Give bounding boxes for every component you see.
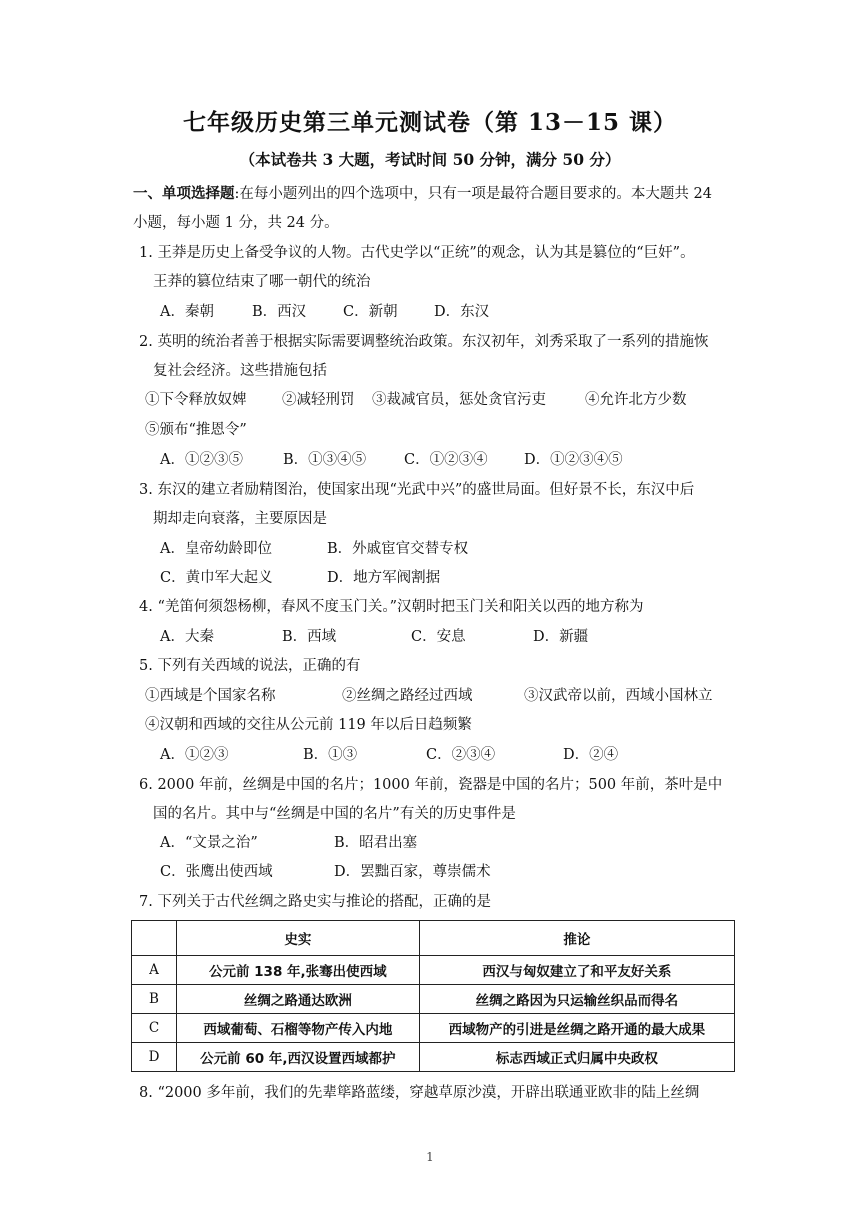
table-cell-fact: 丝绸之路通达欧洲 (177, 985, 420, 1014)
page-subtitle: （本试卷共 3 大题，考试时间 50 分钟，满分 50 分） (239, 150, 621, 169)
question-7-table (131, 920, 735, 1072)
q3-option-d: D．地方军阀割据 (327, 570, 441, 586)
page-title: 七年级历史第三单元测试卷（第 13－15 课） (182, 109, 678, 136)
table-header-blank (132, 921, 177, 956)
q4-option-a: A．大秦 (160, 629, 214, 645)
table-row (132, 1014, 735, 1043)
table-row (132, 985, 735, 1014)
q6-option-c: C．张鹰出使西域 (160, 864, 273, 880)
table-row-letter: A (132, 956, 177, 985)
question-6-line-1: 6. 2000 年前，丝绸是中国的名片；1000 年前，瓷器是中国的名片；500 年前，茶叶是中 (139, 777, 723, 793)
q2-item-2: ②减轻刑罚 (282, 392, 355, 408)
question-5-line-1: 5. 下列有关西域的说法，正确的有 (139, 658, 361, 674)
table-row-letter: D (132, 1043, 177, 1072)
table-header-row (132, 921, 735, 956)
question-1-line-2: 王莽的篡位结束了哪一朝代的统治 (153, 274, 371, 290)
page-number: 1 (426, 1150, 434, 1164)
table-cell-inference: 标志西域正式归属中央政权 (419, 1043, 734, 1072)
table-cell-inference: 西域物产的引进是丝绸之路开通的最大成果 (419, 1014, 734, 1043)
table-cell-fact: 公元前 60 年,西汉设置西域都护 (177, 1043, 420, 1072)
q3-option-b: B．外戚宦官交替专权 (327, 541, 469, 557)
table-header-fact: 史实 (177, 921, 420, 956)
q1-option-b: B．西汉 (252, 304, 307, 320)
q5-item-3: ③汉武帝以前，西域小国林立 (524, 688, 713, 704)
table-row (132, 1043, 735, 1072)
q1-option-a: A．秦朝 (160, 304, 214, 320)
table-cell-inference: 西汉与匈奴建立了和平友好关系 (419, 956, 734, 985)
q6-option-d: D．罢黜百家，尊崇儒术 (334, 864, 491, 880)
q3-option-a: A．皇帝幼龄即位 (160, 541, 272, 557)
section-heading: 一、单项选择题 (133, 185, 235, 202)
table-cell-fact: 公元前 138 年,张骞出使西域 (177, 956, 420, 985)
q2-option-b: B．①③④⑤ (283, 452, 367, 468)
question-7-line-1: 7. 下列关于古代丝绸之路史实与推论的搭配，正确的是 (139, 894, 491, 910)
question-2-line-2: 复社会经济。这些措施包括 (153, 363, 327, 379)
q4-option-d: D．新疆 (533, 629, 589, 645)
question-4-line-1: 4. “羌笛何须怨杨柳，春风不度玉门关。”汉朝时把玉门关和阳关以西的地方称为 (139, 599, 644, 615)
question-3-line-2: 期却走向衰落，主要原因是 (153, 511, 327, 527)
section-heading-line (133, 184, 712, 204)
q1-option-d: D．东汉 (434, 304, 490, 320)
section-intro-1: :在每小题列出的四个选项中，只有一项是最符合题目要求的。本大题共 24 (234, 186, 712, 202)
question-1-line-1: 1. 王莽是历史上备受争议的人物。古代史学以“正统”的观念，认为其是篡位的“巨奸”。 (139, 245, 695, 261)
q2-item-5: ⑤颁布“推恩令” (145, 422, 247, 438)
question-6-line-2: 国的名片。其中与“丝绸是中国的名片”有关的历史事件是 (153, 806, 516, 822)
q4-option-c: C．安息 (411, 629, 466, 645)
q2-item-3: ③裁减官员，惩处贪官污吏 (372, 392, 546, 408)
table-row-letter: C (132, 1014, 177, 1043)
q1-option-c: C．新朝 (343, 304, 398, 320)
q2-option-d: D．①②③④⑤ (524, 452, 623, 468)
q5-option-b: B．①③ (303, 747, 358, 763)
table-row (132, 956, 735, 985)
q5-option-d: D．②④ (563, 747, 619, 763)
q2-option-a: A．①②③⑤ (160, 452, 243, 468)
q2-item-1: ①下令释放奴婢 (145, 392, 247, 408)
q5-option-a: A．①②③ (160, 747, 229, 763)
table-cell-inference: 丝绸之路因为只运输丝织品而得名 (419, 985, 734, 1014)
table-row-letter: B (132, 985, 177, 1014)
q2-option-c: C．①②③④ (404, 452, 488, 468)
table-header-inference: 推论 (419, 921, 734, 956)
q5-item-4: ④汉朝和西域的交往从公元前 119 年以后日趋频繁 (145, 717, 472, 733)
q4-option-b: B．西域 (282, 629, 337, 645)
q3-option-c: C．黄巾军大起义 (160, 570, 273, 586)
q5-item-2: ②丝绸之路经过西域 (342, 688, 473, 704)
q6-option-b: B．昭君出塞 (334, 835, 418, 851)
question-3-line-1: 3. 东汉的建立者励精图治，使国家出现“光武中兴”的盛世局面。但好景不长，东汉中后 (139, 482, 695, 498)
q5-option-c: C．②③④ (426, 747, 496, 763)
q6-option-a: A．“文景之治” (160, 835, 258, 851)
question-2-line-1: 2. 英明的统治者善于根据实际需要调整统治政策。东汉初年，刘秀采取了一系列的措施恢 (139, 334, 709, 350)
table-cell-fact: 西域葡萄、石榴等物产传入内地 (177, 1014, 420, 1043)
q5-item-1: ①西域是个国家名称 (145, 688, 276, 704)
question-8-line-1: 8. “2000 多年前，我们的先辈筚路蓝缕，穿越草原沙漠，开辟出联通亚欧非的陆上丝绸 (139, 1085, 700, 1101)
section-intro-2: 小题，每小题 1 分，共 24 分。 (133, 215, 339, 231)
q2-item-4: ④允许北方少数 (585, 392, 687, 408)
